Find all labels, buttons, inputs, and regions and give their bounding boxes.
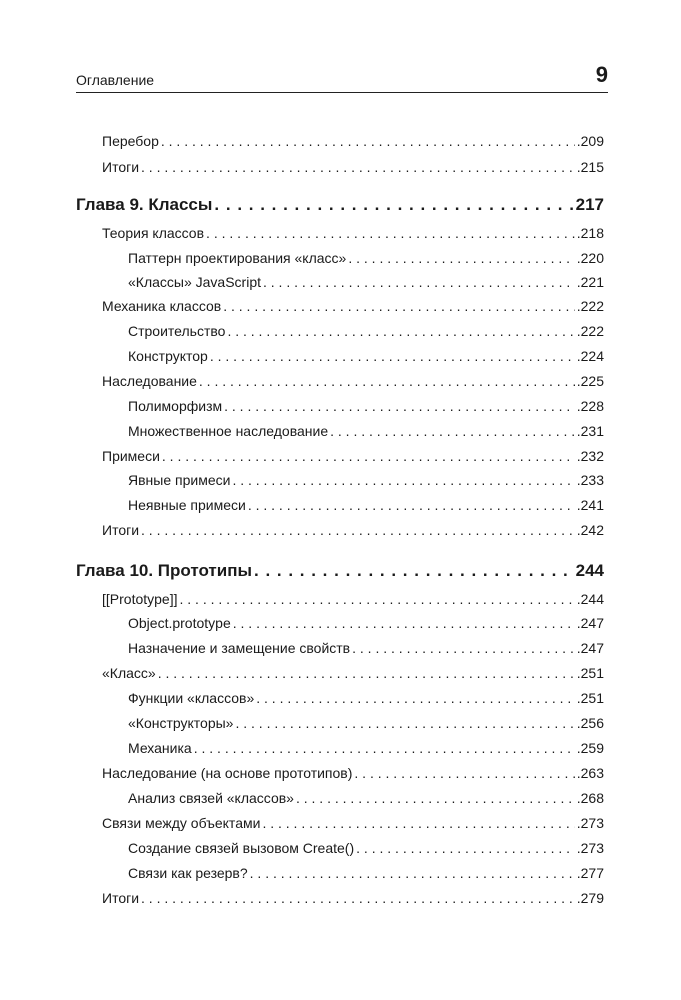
toc-chapter <box>76 195 604 215</box>
toc-entry <box>102 298 604 314</box>
toc-entry-title: Паттерн проектирования «класс» <box>128 250 347 266</box>
toc-subentry <box>128 472 604 488</box>
toc-entry-title: Связи между объектами <box>102 815 261 831</box>
toc-entry <box>102 765 604 781</box>
dot-leader <box>206 225 575 241</box>
toc-entry-page: .218 <box>576 225 604 241</box>
dot-leader <box>235 715 574 731</box>
toc-entry-title: Конструктор <box>128 348 208 364</box>
toc-entry-title: Итоги <box>102 890 140 906</box>
toc-subentry <box>128 497 604 513</box>
toc-entry <box>102 890 604 906</box>
toc-entry-page: .215 <box>576 159 604 175</box>
toc-subentry <box>128 323 604 339</box>
dot-leader <box>224 398 575 414</box>
toc-entry-title: Строительство <box>128 323 226 339</box>
toc-entry-title: Итоги <box>102 522 140 538</box>
toc-entry-page: .241 <box>576 497 604 513</box>
toc-subentry <box>128 865 604 881</box>
toc-entry-page: .221 <box>576 274 604 290</box>
toc-subentry <box>128 250 604 266</box>
dot-leader <box>214 195 573 215</box>
toc-chapter-title: Глава 10. Прототипы <box>76 561 252 580</box>
dot-leader <box>254 561 574 581</box>
dot-leader <box>296 790 575 806</box>
header-page-number: 9 <box>595 62 608 87</box>
toc-entry-title: «Классы» JavaScript <box>128 274 261 290</box>
toc-subentry <box>128 423 604 439</box>
dot-leader <box>256 690 575 706</box>
dot-leader <box>227 323 574 339</box>
toc-subentry <box>128 790 604 806</box>
toc-subentry <box>128 740 604 756</box>
dot-leader <box>232 472 574 488</box>
toc-entry <box>102 665 604 681</box>
toc-entry-page: .209 <box>576 133 604 149</box>
dot-leader <box>141 890 575 906</box>
toc-entry-page: .259 <box>576 740 604 756</box>
toc-entry-title: Полиморфизм <box>128 398 223 414</box>
toc-entry <box>102 133 604 149</box>
toc-entry-title: Object.prototype <box>128 615 231 631</box>
toc-entry <box>102 522 604 538</box>
toc-subentry <box>128 640 604 656</box>
dot-leader <box>262 815 574 831</box>
dot-leader <box>348 250 574 266</box>
toc-subentry <box>128 615 604 631</box>
toc-entry-title: Наследование <box>102 373 197 389</box>
toc-entry-title: Множественное наследование <box>128 423 329 439</box>
dot-leader <box>352 640 575 656</box>
toc-entry <box>102 373 604 389</box>
toc-entry-page: .233 <box>576 472 604 488</box>
toc-entry-page: .279 <box>576 890 604 906</box>
toc-subentry <box>128 274 604 290</box>
toc-entry-page: .222 <box>576 298 604 314</box>
toc-entry-title: Функции «классов» <box>128 690 255 706</box>
toc-entry-title: «Конструкторы» <box>128 715 234 731</box>
toc-entry-title: Теория классов <box>102 225 205 241</box>
dot-leader <box>250 865 575 881</box>
toc-entry-title: Перебор <box>102 133 159 149</box>
toc-subentry <box>128 690 604 706</box>
toc-entry-title: Механика <box>128 740 192 756</box>
dot-leader <box>141 522 575 538</box>
toc-entry-page: .268 <box>576 790 604 806</box>
toc-entry-page: .228 <box>576 398 604 414</box>
toc-entry-title: Связи как резерв? <box>128 865 248 881</box>
toc-entry-title: Итоги <box>102 159 140 175</box>
toc-chapter-page: 217 <box>575 195 604 214</box>
toc-entry-page: .263 <box>576 765 604 781</box>
toc-entry <box>102 159 604 175</box>
dot-leader <box>233 615 575 631</box>
dot-leader <box>330 423 575 439</box>
toc-chapter-page: 244 <box>575 561 604 580</box>
toc-subentry <box>128 398 604 414</box>
toc-entry-page: .222 <box>576 323 604 339</box>
toc-entry-title: Явные примеси <box>128 472 231 488</box>
toc-entry-title: Наследование (на основе прототипов) <box>102 765 353 781</box>
toc-entry <box>102 448 604 464</box>
toc-entry <box>102 815 604 831</box>
toc-chapter-title: Глава 9. Классы <box>76 195 213 214</box>
dot-leader <box>141 159 575 175</box>
toc-entry-page: .273 <box>576 840 604 856</box>
toc-entry-page: .256 <box>576 715 604 731</box>
toc-entry-title: Назначение и замещение свойств <box>128 640 351 656</box>
toc-entry <box>102 225 604 241</box>
header-section-title: Оглавление <box>76 72 155 88</box>
toc-entry-page: .225 <box>576 373 604 389</box>
toc-entry-page: .251 <box>576 690 604 706</box>
toc-entry-title: «Класс» <box>102 665 156 681</box>
toc-entry-page: .242 <box>576 522 604 538</box>
toc-entry-title: [[Prototype]] <box>102 591 178 607</box>
dot-leader <box>179 591 574 607</box>
dot-leader <box>354 765 574 781</box>
toc-entry <box>102 591 604 607</box>
toc-entry-title: Неявные примеси <box>128 497 246 513</box>
toc-subentry <box>128 715 604 731</box>
toc-entry-page: .273 <box>576 815 604 831</box>
dot-leader <box>194 740 575 756</box>
toc-entry-page: .247 <box>576 615 604 631</box>
toc-entry-page: .224 <box>576 348 604 364</box>
dot-leader <box>199 373 575 389</box>
toc-subentry <box>128 840 604 856</box>
toc-entry-title: Создание связей вызовом Create() <box>128 840 355 856</box>
dot-leader <box>158 665 575 681</box>
dot-leader <box>210 348 575 364</box>
dot-leader <box>248 497 575 513</box>
dot-leader <box>223 298 575 314</box>
toc-chapter <box>76 561 604 581</box>
toc-entry-page: .244 <box>576 591 604 607</box>
dot-leader <box>162 448 575 464</box>
toc-subentry <box>128 348 604 364</box>
toc-entry-title: Примеси <box>102 448 160 464</box>
toc-entry-page: .247 <box>576 640 604 656</box>
toc-entry-page: .277 <box>576 865 604 881</box>
toc-entry-page: .220 <box>576 250 604 266</box>
toc-entry-title: Механика классов <box>102 298 222 314</box>
dot-leader <box>263 274 575 290</box>
dot-leader <box>356 840 575 856</box>
toc-entry-title: Анализ связей «классов» <box>128 790 294 806</box>
toc-entry-page: .251 <box>576 665 604 681</box>
dot-leader <box>161 133 575 149</box>
toc-entry-page: .232 <box>576 448 604 464</box>
toc-entry-page: .231 <box>576 423 604 439</box>
